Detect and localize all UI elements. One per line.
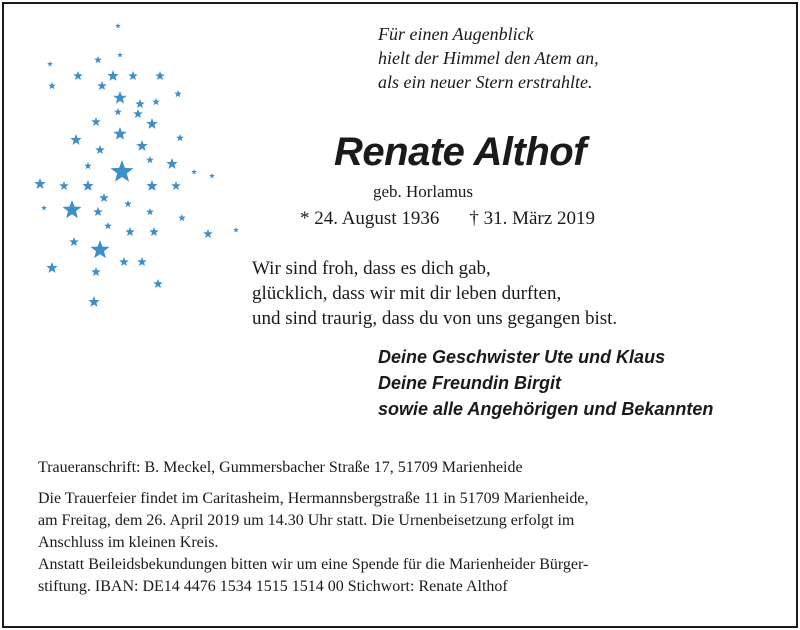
poem-line: Für einen Augenblick (378, 24, 534, 44)
star-icon (233, 227, 239, 232)
maiden-name: geb. Horlamus (372, 182, 474, 201)
mourning-address: Traueranschrift: B. Meckel, Gummersbacher Straße 17, 51709 Marienheide (38, 459, 523, 476)
star-icon (146, 208, 154, 215)
star-icon (93, 207, 103, 216)
mourner-line: Deine Freundin Birgit (378, 373, 562, 393)
star-icon (48, 82, 56, 89)
star-icon (73, 71, 83, 80)
star-icon (70, 134, 81, 145)
star-icon (104, 222, 112, 229)
star-icon (97, 81, 107, 90)
mourners (378, 344, 713, 422)
mourner-line: Deine Geschwister Ute und Klaus (378, 347, 666, 367)
star-icon (209, 173, 215, 178)
star-icon (90, 240, 109, 258)
verse-line: Wir sind froh, dass es dich gab, (252, 258, 491, 279)
star-icon (41, 205, 47, 210)
star-icon (113, 91, 126, 104)
star-icon (117, 52, 123, 57)
star-icon (84, 162, 92, 169)
star-cluster (0, 0, 260, 320)
deceased-name: Renate Althof (334, 130, 587, 174)
info-line: Anstatt Beileidsbekundungen bitten wir um eine Spende für die Marienheider Bürger- (38, 556, 589, 573)
star-icon (149, 227, 159, 236)
star-icon (146, 118, 157, 129)
star-icon (62, 200, 81, 218)
star-icon (119, 257, 129, 266)
poem-line: hielt der Himmel den Atem an, (378, 48, 599, 68)
star-icon (135, 99, 145, 108)
star-icon (155, 71, 165, 80)
poem (378, 22, 599, 94)
star-icon (91, 267, 101, 276)
mourner-line: sowie alle Angehörigen und Bekannten (378, 399, 714, 419)
star-icon (191, 169, 197, 174)
star-icon (152, 98, 160, 105)
star-icon (94, 56, 102, 63)
star-icon (47, 61, 53, 66)
star-icon (91, 117, 101, 126)
star-icon (166, 158, 177, 169)
death-date: † 31. März 2019 (469, 208, 595, 229)
star-icon (111, 160, 134, 182)
star-icon (137, 257, 147, 266)
verse-line: und sind traurig, dass du von uns gegangen bist. (252, 308, 618, 329)
info-line: am Freitag, dem 26. April 2019 um 14.30 Uhr statt. Die Urnenbeisetzung erfolgt im (38, 512, 575, 529)
star-icon (146, 156, 154, 163)
star-icon (115, 23, 121, 28)
star-icon (128, 71, 138, 80)
poem-line: als ein neuer Stern erstrahlte. (378, 72, 593, 92)
star-icon (174, 90, 182, 97)
star-icon (113, 127, 126, 140)
verse-line: glücklich, dass wir mit dir leben durften, (252, 283, 562, 304)
star-icon (107, 70, 118, 81)
info-line: Die Trauerfeier findet im Caritasheim, Hermannsbergstraße 11 in 51709 Marienheide, (38, 490, 589, 507)
star-icon (88, 296, 99, 307)
star-icon (176, 134, 184, 141)
star-icon (133, 109, 143, 118)
info-line: Anschluss im kleinen Kreis. (38, 534, 219, 551)
star-icon (46, 262, 57, 273)
star-icon (203, 229, 213, 238)
ceremony-info (38, 488, 589, 598)
birth-date: * 24. August 1936 (300, 208, 440, 229)
star-icon (153, 279, 163, 288)
star-icon (125, 227, 135, 236)
star-icon (178, 214, 186, 221)
info-line: stiftung. IBAN: DE14 4476 1534 1515 1514 00 Stichwort: Renate Althof (38, 578, 508, 595)
star-icon (69, 237, 79, 246)
star-icon (114, 108, 122, 115)
life-dates (300, 208, 595, 230)
verse (252, 256, 617, 331)
star-icon (136, 140, 147, 151)
star-icon (95, 145, 105, 154)
